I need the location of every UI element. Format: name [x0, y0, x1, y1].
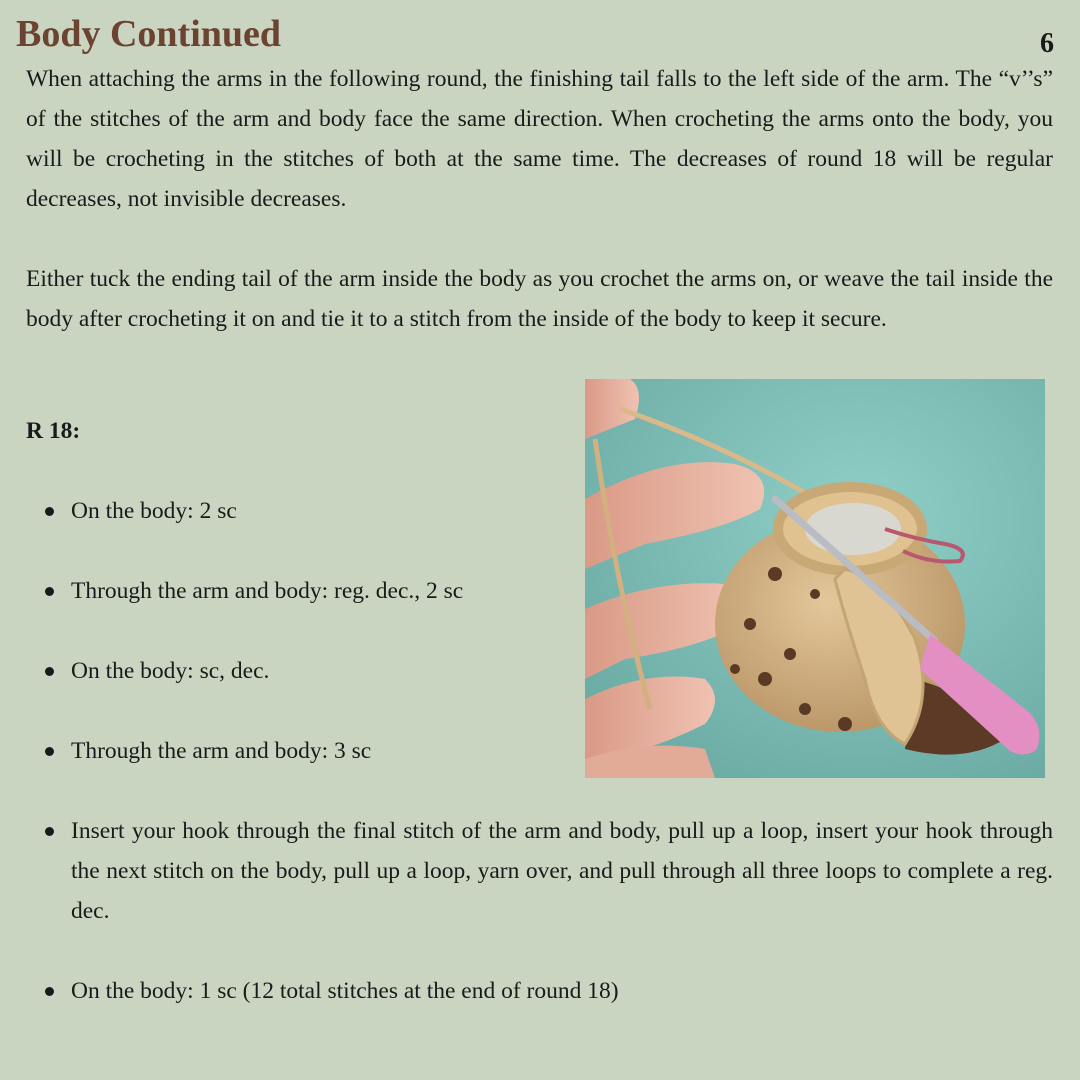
- round-label: R 18:: [26, 418, 81, 444]
- tail-paragraph: Either tuck the ending tail of the arm inside the body as you crochet the arms on, or weave the tail inside the body after crocheting it on and tie it to a stitch from the inside of the body to keep it secure.: [26, 266, 1053, 332]
- intro-paragraph: When attaching the arms in the following round, the finishing tail falls to the left side of the arm. The “v’’s” of the stitches of the arm and body face the same direction. When crocheting the arms onto the body, you will be crocheting in the stitches of both at the same time. The decreases of round 18 will be regular decreases, not invisible decreases.: [26, 66, 1053, 212]
- list-item: Insert your hook through the final stitch of the arm and body, pull up a loop, insert your hook through the next stitch on the body, pull up a loop, yarn over, and pull through all three loops to complete a reg. dec.: [71, 811, 1053, 931]
- list-item: On the body: 2 sc: [71, 491, 237, 531]
- list-item: Through the arm and body: reg. dec., 2 sc: [71, 571, 463, 611]
- crochet-photo: [585, 379, 1045, 778]
- list-item: On the body: 1 sc (12 total stitches at the end of round 18): [71, 971, 619, 1011]
- page-number: 6: [1040, 28, 1054, 59]
- page-title: Body Continued: [16, 13, 282, 55]
- list-item: Through the arm and body: 3 sc: [71, 731, 371, 771]
- list-item: On the body: sc, dec.: [71, 651, 269, 691]
